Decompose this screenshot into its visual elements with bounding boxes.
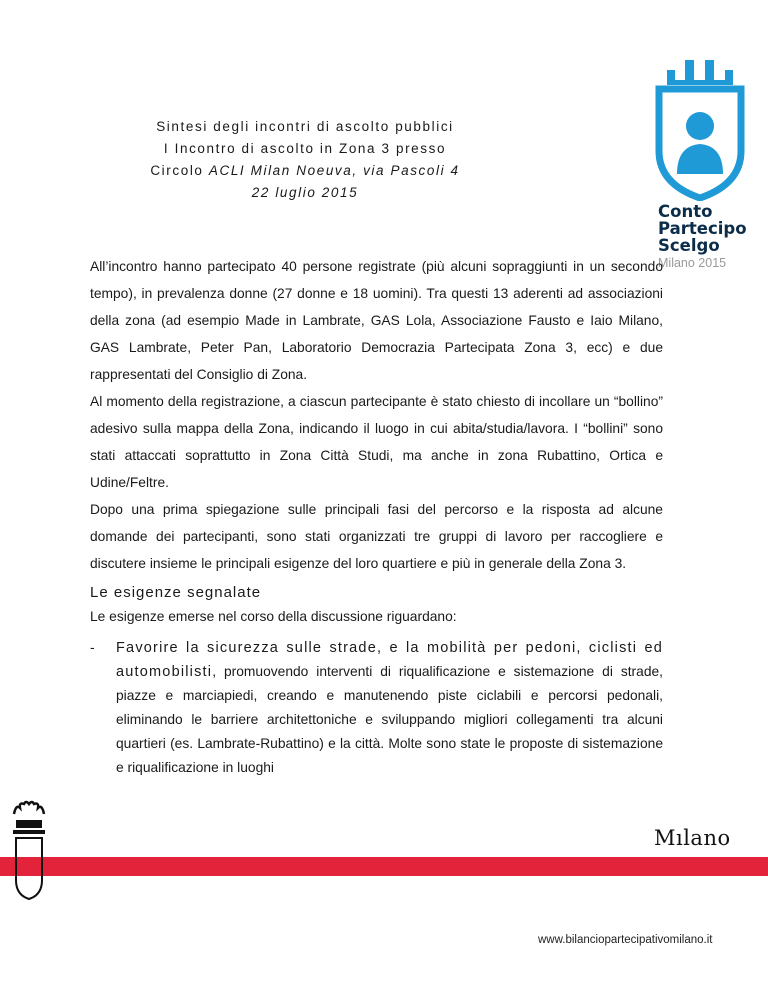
list-item	[90, 636, 663, 780]
logo-year: Milano 2015	[658, 256, 727, 270]
header-date	[90, 182, 520, 204]
logo-line-conto: Conto	[658, 202, 713, 221]
bullet-text: , promuovendo interventi di riqualificazione e sistemazione di strade, piazze e marciapiedi, creando e manutenendo piste ciclabili e percorsi pedonali, eliminando le barriere architettoniche e sviluppando migliori collegamenti tra alcuni quartieri (es. Lambrate-Rubattino) e la città. Molte sono state le proposte di sistemazione e riqualificazione in luoghi	[116, 664, 663, 775]
bullet-content	[116, 636, 663, 780]
intro-first-line: All’incontro hanno partecipato 40 persone registrate (più alcuni sopraggiunti in un	[90, 259, 606, 274]
milano-wordmark: Mılano	[654, 826, 731, 850]
date-text: 22 luglio 2015	[251, 185, 359, 200]
intro-paragraph-2: Al momento della registrazione, a ciascun partecipante è stato chiesto di incollare un “bollino” adesivo sulla mappa della Zona, indicando il luogo in cui abita/studia/lavora. I “bollini” sono stati attaccati soprattutto in Zona Città Studi, ma anche in zona Rubattino, Ortica e Udine/Feltre.	[90, 394, 663, 490]
intro-paragraph-3: Dopo una prima spiegazione sulle principali fasi del percorso e la risposta ad alcune domande dei partecipanti, sono stati organizzati tre gruppi di lavoro per raccogliere e discutere insieme le principali esigenze del loro quartiere e più in generale della Zona 3.	[90, 502, 663, 571]
bullet-dash: -	[90, 640, 95, 655]
intro-body	[90, 253, 663, 577]
section-title: Le esigenze segnalate	[90, 584, 262, 601]
logo-wordmark	[658, 203, 747, 254]
venue-prefix: Circolo	[150, 163, 209, 178]
venue-name: ACLI Milan Noeuva, via Pascoli 4	[208, 163, 460, 178]
header-title: Sintesi degli incontri di ascolto pubblici	[156, 119, 454, 134]
document-header	[90, 116, 520, 204]
logo-line-scelgo: Scelgo	[658, 236, 720, 255]
section-intro: Le esigenze emerse nel corso della discussione riguardano:	[90, 609, 457, 624]
header-subtitle: I Incontro di ascolto in Zona 3 presso	[163, 141, 447, 156]
logo-line-partecipo: Partecipo	[658, 219, 747, 238]
shield-icon	[655, 56, 745, 201]
header-venue	[90, 160, 520, 182]
milano-crest-icon	[10, 800, 48, 900]
website-link[interactable]: www.bilanciopartecipativomilano.it	[538, 934, 713, 946]
footer-red-band	[0, 857, 768, 876]
bullet-lead: Favorire la sicurezza sulle strade, e la mobilità per pedoni, ciclisti ed automobilisti	[116, 640, 663, 680]
intro-rest: secondo tempo), in prevalenza donne (27 donne e 18 uomini). Tra questi 13 aderenti ad associazioni della zona (ad esempio Made in Lambrate, GAS Lola, Associazione Fausto e Iaio Milano, GAS Lambrate, Peter Pan, Laboratorio Democrazia Partecipata Zona 3, ecc) e due rappresentati del Consiglio di Zona.	[90, 259, 663, 382]
intro-paragraph-1	[90, 253, 663, 388]
conto-partecipo-logo	[655, 56, 745, 201]
